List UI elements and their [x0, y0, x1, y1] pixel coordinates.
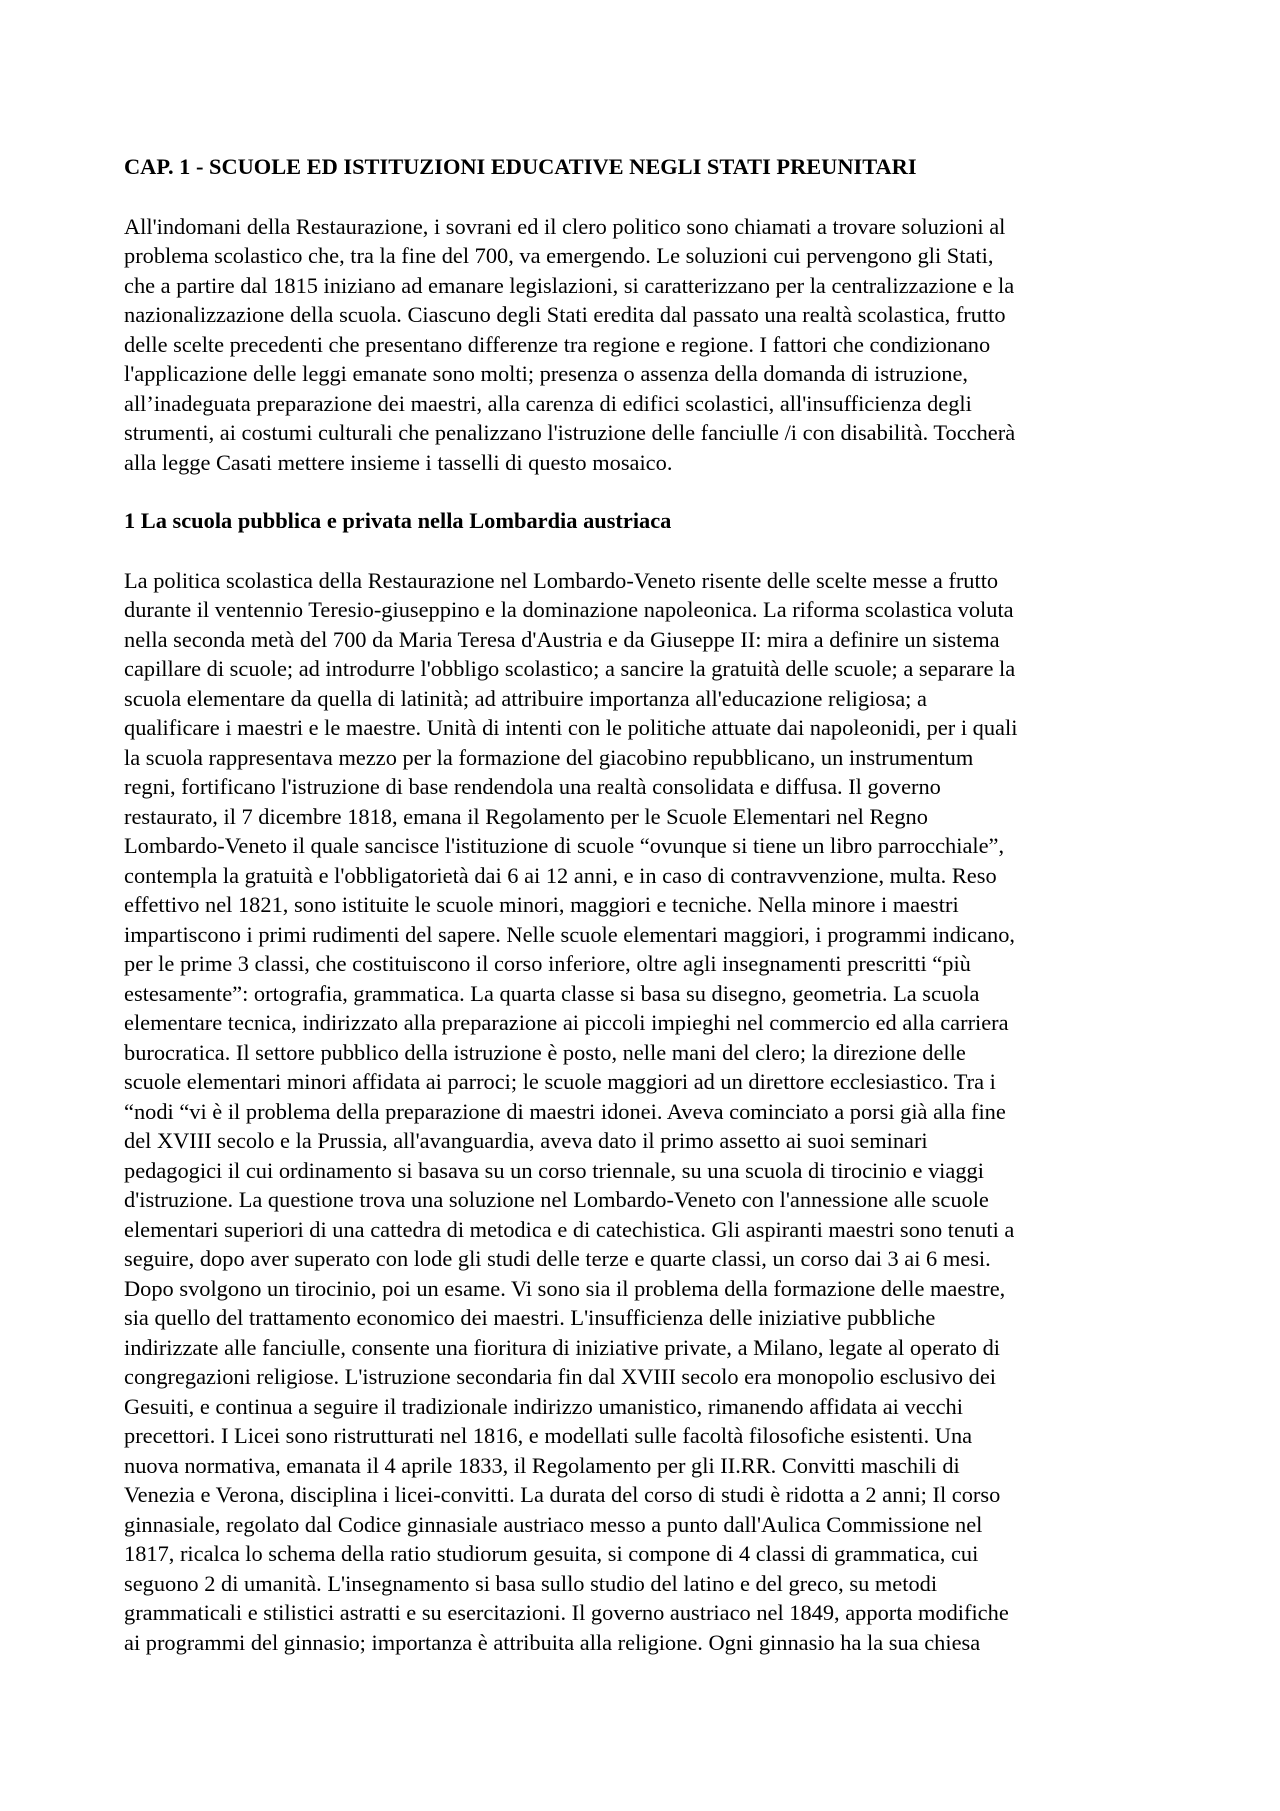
text-line: La politica scolastica della Restaurazione nel Lombardo-Veneto risente delle scelte messe a frutto	[124, 567, 999, 593]
text-line: problema scolastico che, tra la fine del 700, va emergendo. Le soluzioni cui pervengono gli Stati,	[124, 243, 994, 268]
text-line: delle scelte precedenti che presentano differenze tra regione e regione. I fattori che condizionano	[124, 331, 991, 357]
text-line: d'istruzione. La questione trova una soluzione nel Lombardo-Veneto con l'annessione alle scuole	[124, 1187, 989, 1212]
text-line: alla legge Casati mettere insieme i tasselli di questo mosaico.	[124, 449, 673, 475]
text-line: capillare di scuole; ad introdurre l'obbligo scolastico; a sancire la gratuità delle scuole; a separare la	[124, 656, 1016, 681]
text-line: l'applicazione delle leggi emanate sono molti; presenza o assenza della domanda di istruzione,	[124, 361, 969, 386]
text-line: 1817, ricalca lo schema della ratio studiorum gesuita, si compone di 4 classi di grammatica, cui	[124, 1541, 979, 1566]
text-line: pedagogici il cui ordinamento si basava su un corso triennale, su una scuola di tirocinio e viaggi	[124, 1157, 984, 1183]
text-line: durante il ventennio Teresio-giuseppino e la dominazione napoleonica. La riforma scolastica voluta	[124, 597, 1014, 622]
text-line: Venezia e Verona, disciplina i licei-convitti. La durata del corso di studi è ridotta a 2 anni; Il corso	[124, 1482, 1001, 1507]
text-line: scuole elementari minori affidata ai parroci; le scuole maggiori ad un direttore ecclesiastico. Tra i	[124, 1069, 996, 1094]
text-line: qualificare i maestri e le maestre. Unità di intenti con le politiche attuate dai napoleonidi, per i quali	[124, 715, 1018, 740]
text-line: nazionalizzazione della scuola. Ciascuno degli Stati eredita dal passato una realtà scolastica, frutto	[124, 302, 1006, 327]
text-line: restaurato, il 7 dicembre 1818, emana il Regolamento per le Scuole Elementari nel Regno	[124, 803, 928, 829]
text-line: Lombardo-Veneto il quale sancisce l'istituzione di scuole “ovunque si tiene un libro parrocchiale”,	[124, 833, 1005, 858]
text-line: contempla la gratuità e l'obbligatorietà dai 6 ai 12 anni, e in caso di contravvenzione, multa. Reso	[124, 862, 997, 888]
text-line: “nodi “vi è il problema della preparazione di maestri idonei. Aveva cominciato a porsi già alla fine	[124, 1098, 1006, 1124]
text-line: congregazioni religiose. L'istruzione secondaria fin dal XVIII secolo era monopolio esclusivo dei	[124, 1364, 997, 1389]
chapter-title: CAP. 1 - SCUOLE ED ISTITUZIONI EDUCATIVE NEGLI STATI PREUNITARI	[124, 154, 917, 179]
document-body	[124, 152, 1184, 1657]
text-line: nuova normativa, emanata il 4 aprile 1833, il Regolamento per gli II.RR. Convitti maschili di	[124, 1452, 960, 1478]
text-line: burocratica. Il settore pubblico della istruzione è posto, nelle mani del clero; la direzione delle	[124, 1039, 966, 1065]
text-line: All'indomani della Restaurazione, i sovrani ed il clero politico sono chiamati a trovare soluzioni al	[124, 213, 1006, 239]
text-line: estesamente”: ortografia, grammatica. La quarta classe si basa su disegno, geometria. La scuola	[124, 980, 980, 1006]
text-line: Gesuiti, e continua a seguire il tradizionale indirizzo umanistico, rimanendo affidata ai vecchi	[124, 1393, 963, 1419]
text-line: effettivo nel 1821, sono istituite le scuole minori, maggiori e tecniche. Nella minore i maestri	[124, 892, 959, 917]
text-line: all’inadeguata preparazione dei maestri, alla carenza di edifici scolastici, all'insufficienza degli	[124, 390, 972, 416]
text-line: ai programmi del ginnasio; importanza è attribuita alla religione. Ogni ginnasio ha la sua chiesa	[124, 1629, 981, 1655]
text-line: nella seconda metà del 700 da Maria Teresa d'Austria e da Giuseppe II: mira a definire un sistema	[124, 626, 1000, 652]
text-line: scuola elementare da quella di latinità; ad attribuire importanza all'educazione religiosa; a	[124, 685, 927, 711]
spacer	[124, 477, 1184, 506]
text-line: regni, fortificano l'istruzione di base rendendola una realtà consolidata e diffusa. Il governo	[124, 774, 941, 799]
text-line: seguire, dopo aver superato con lode gli studi delle terze e quarte classi, un corso dai 3 ai 6 mesi.	[124, 1246, 991, 1271]
text-line: grammaticali e stilistici astratti e su esercitazioni. Il governo austriaco nel 1849, apporta modifiche	[124, 1600, 1009, 1625]
spacer	[124, 536, 1184, 566]
text-line: impartiscono i primi rudimenti del sapere. Nelle scuole elementari maggiori, i programmi indicano,	[124, 921, 1016, 947]
text-line: seguono 2 di umanità. L'insegnamento si basa sullo studio del latino e del greco, su metodi	[124, 1570, 938, 1596]
text-line: indirizzate alle fanciulle, consente una fioritura di iniziative private, a Milano, legate al operato di	[124, 1334, 1000, 1360]
text-line: la scuola rappresentava mezzo per la formazione del giacobino repubblicano, un instrumentum	[124, 744, 974, 770]
text-line: per le prime 3 classi, che costituiscono il corso inferiore, oltre agli insegnamenti prescritti “più	[124, 951, 971, 976]
text-line: elementari superiori di una cattedra di metodica e di catechistica. Gli aspiranti maestri sono tenuti a	[124, 1216, 1015, 1242]
spacer	[124, 182, 1184, 212]
text-line: che a partire dal 1815 iniziano ad emanare legislazioni, si caratterizzano per la centralizzazione e la	[124, 272, 1015, 298]
text-line: ginnasiale, regolato dal Codice ginnasiale austriaco messo a punto dall'Aulica Commissione nel	[124, 1511, 983, 1537]
intro-paragraph	[124, 212, 1184, 478]
text-line: del XVIII secolo e la Prussia, all'avanguardia, aveva dato il primo assetto ai suoi seminari	[124, 1128, 928, 1153]
text-line: precettori. I Licei sono ristrutturati nel 1816, e modellati sulle facoltà filosofiche esistenti. Una	[124, 1423, 973, 1448]
section-paragraph	[124, 566, 1184, 1658]
section-title: 1 La scuola pubblica e privata nella Lombardia austriaca	[124, 508, 672, 533]
text-line: sia quello del trattamento economico dei maestri. L'insufficienza delle iniziative pubbliche	[124, 1305, 936, 1330]
text-line: strumenti, ai costumi culturali che penalizzano l'istruzione delle fanciulle /i con disabilità. Toccherà	[124, 420, 1016, 445]
text-line: Dopo svolgono un tirocinio, poi un esame. Vi sono sia il problema della formazione delle maestre,	[124, 1275, 1006, 1301]
text-line: elementare tecnica, indirizzato alla preparazione ai piccoli impieghi nel commercio ed alla carriera	[124, 1010, 1009, 1035]
